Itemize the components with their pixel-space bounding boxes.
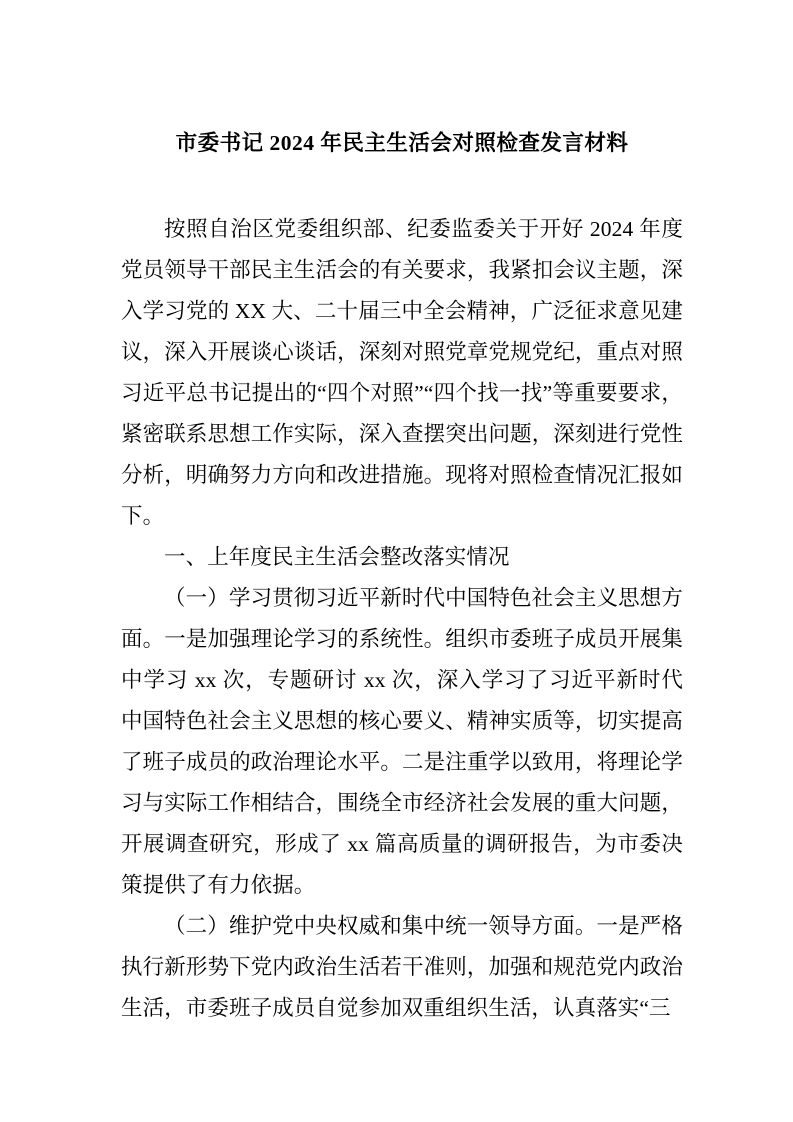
document-content [121,123,683,1029]
document-title: 市委书记 2024 年民主生活会对照检查发言材料 [175,131,629,155]
section-heading-1: 一、上年度民主生活会整改落实情况 [164,545,510,569]
paragraph-intro: 按照自治区党委组织部、纪委监委关于开好 2024 年度党员领导干部民主生活会的有关要求，我紧扣会议主题，深入学习党的 XX 大、二十届三中全会精神，广泛征求意见建议，深入开展谈心谈话，深刻对照党章党规党纪，重点对照习近平总书记提出的“四个对照”“四个找一找”等重要要求，紧密联系思想工作实际，深入查摆突出问题，深刻进行党性分析，明确努力方向和改进措施。现将对照检查情况汇报如下。 [121,217,683,528]
paragraph-section-1-item-2: （二）维护党中央权威和集中统一领导方面。一是严格执行新形势下党内政治生活若干准则，加强和规范党内政治生活，市委班子成员自觉参加双重组织生活，认真落实“三 [121,914,683,1020]
paragraph-section-1-item-1: （一）学习贯彻习近平新时代中国特色社会主义思想方面。一是加强理论学习的系统性。组织市委班子成员开展集中学习 xx 次，专题研讨 xx 次，深入学习了习近平新时代中国特色社会主义思想的核心要义、精神实质等，切实提高了班子成员的政治理论水平。二是注重学以致用，将理论学习与实际工作相结合，围绕全市经济社会发展的重大问题，开展调查研究，形成了 xx 篇高质量的调研报告，为市委决策提供了有力依据。 [121,586,683,897]
